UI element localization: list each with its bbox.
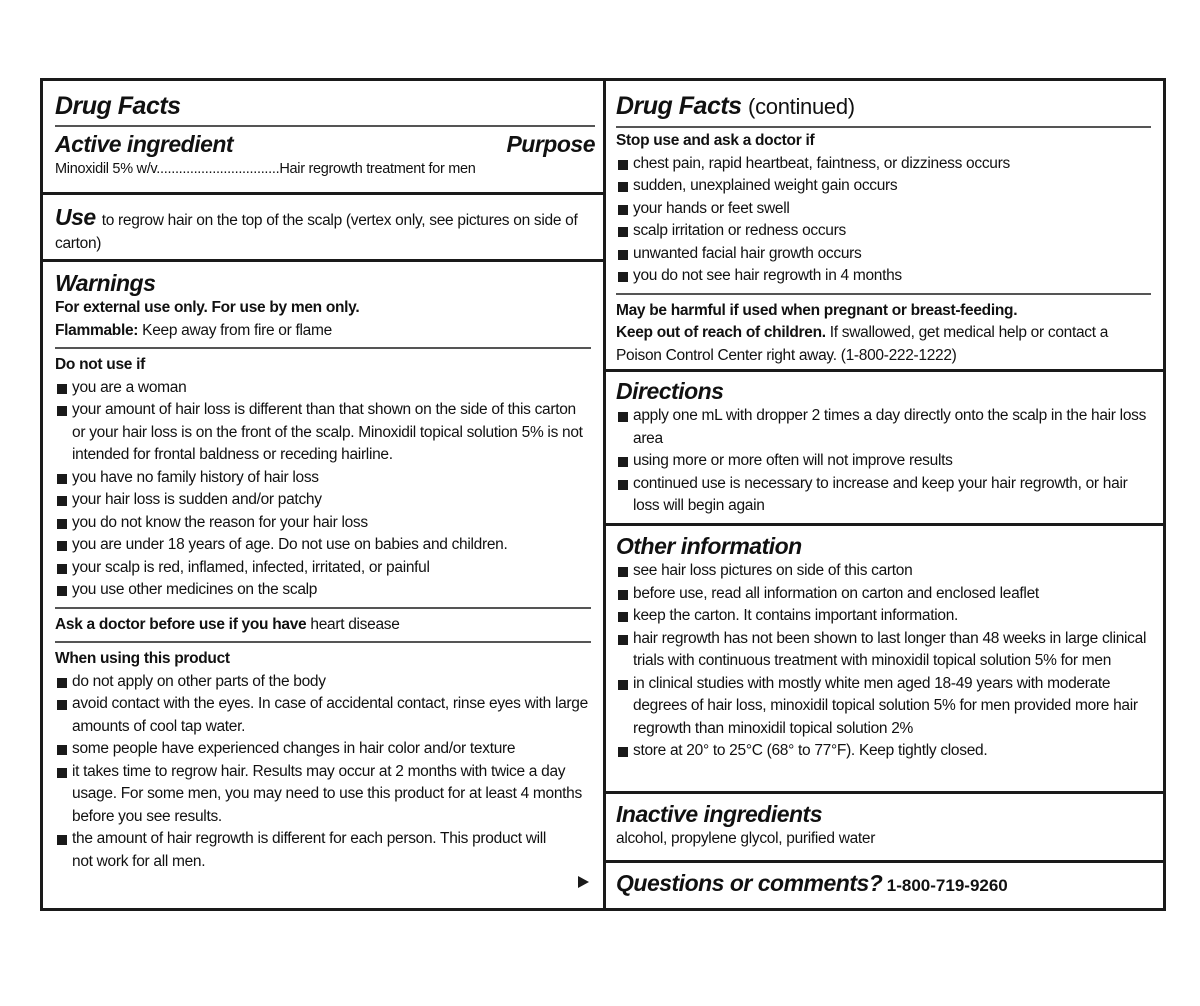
active-ingredient-header: [55, 130, 595, 158]
list-item: your hair loss is sudden and/or patchy: [55, 489, 591, 512]
warnings-section: [55, 269, 591, 873]
flammable-line: [55, 320, 591, 343]
flammable-text: Keep away from fire or flame: [142, 321, 332, 339]
stop-use-heading: Stop use and ask a doctor if: [616, 132, 815, 149]
other-info-heading: Other information: [616, 533, 802, 559]
use-section: [55, 203, 591, 255]
list-item: in clinical studies with mostly white men aged 18-49 years with moderate degrees of hair loss, minoxidil topical solution 5% for men provided more hair regrowth than minoxidil topical solution 2%: [616, 673, 1151, 741]
list-item: avoid contact with the eyes. In case of accidental contact, rinse eyes with large amounts of cool tap water.: [55, 693, 591, 738]
keep-out-text: If swallowed, get medical help or contact a Poison Control Center right away. (1-800-222-1222): [616, 324, 1109, 364]
inactive-section: [616, 800, 1151, 851]
ask-doctor-text: heart disease: [310, 615, 400, 633]
divider: [55, 125, 595, 127]
left-column: [43, 81, 606, 908]
title-section: [55, 91, 595, 181]
list-item: you use other medicines on the scalp: [55, 579, 591, 602]
drug-facts-label: [40, 78, 1166, 911]
section-divider: [43, 192, 603, 195]
list-item: your hands or feet swell: [616, 198, 1151, 221]
drug-facts-title: Drug Facts: [616, 92, 742, 120]
directions-section: [616, 377, 1151, 518]
list-item: before use, read all information on carton and enclosed leaflet: [616, 583, 1151, 606]
list-item: using more or more often will not improve results: [616, 450, 1151, 473]
list-item: sudden, unexplained weight gain occurs: [616, 175, 1151, 198]
continued-title-section: [616, 91, 1151, 367]
use-heading: Use: [55, 204, 96, 230]
list-item: do not apply on other parts of the body: [55, 671, 591, 694]
questions-section: [616, 869, 1151, 897]
pregnancy-warning: May be harmful if used when pregnant or breast-feeding.: [616, 301, 1018, 319]
use-text: to regrow hair on the top of the scalp (vertex only, see pictures on side of carton): [55, 212, 578, 252]
section-divider: [606, 860, 1163, 863]
questions-phone: 1-800-719-9260: [886, 876, 1008, 895]
other-info-list: [616, 560, 1151, 763]
inactive-heading: Inactive ingredients: [616, 801, 823, 827]
inactive-text: alcohol, propylene glycol, purified water: [616, 830, 876, 847]
divider: [55, 347, 591, 349]
questions-heading: Questions or comments?: [616, 870, 883, 896]
right-column: [606, 81, 1163, 908]
list-item: you do not see hair regrowth in 4 months: [616, 265, 1151, 288]
divider: [55, 607, 591, 609]
list-item: unwanted facial hair growth occurs: [616, 243, 1151, 266]
continue-arrow-icon: [578, 876, 589, 888]
list-item: it takes time to regrow hair. Results may occur at 2 months with twice a day usage. For some men, you may need to use this product for at least 4 months before you see results.: [55, 761, 591, 829]
directions-list: [616, 405, 1151, 518]
flammable-label: Flammable:: [55, 321, 139, 339]
list-item: the amount of hair regrowth is different for each person. This product will not work for all men.: [55, 828, 591, 873]
directions-heading: Directions: [616, 378, 724, 404]
drug-facts-continued-title: [616, 91, 1151, 122]
section-divider: [606, 523, 1163, 526]
continued-suffix: (continued): [748, 94, 855, 119]
ask-doctor-line: [55, 614, 591, 637]
divider: [616, 293, 1151, 295]
when-using-heading: When using this product: [55, 650, 230, 667]
list-item: chest pain, rapid heartbeat, faintness, or dizziness occurs: [616, 153, 1151, 176]
list-item: see hair loss pictures on side of this carton: [616, 560, 1151, 583]
drug-facts-title: Drug Facts: [55, 92, 181, 120]
do-not-use-list: [55, 377, 591, 602]
active-ingredient-row: Minoxidil 5% w/v.................................Hair regrowth treatment for men: [55, 161, 476, 177]
list-item: you are under 18 years of age. Do not use on babies and children.: [55, 534, 591, 557]
list-item: you do not know the reason for your hair loss: [55, 512, 591, 535]
divider: [616, 126, 1151, 128]
list-item: you have no family history of hair loss: [55, 467, 591, 490]
use-paragraph: [55, 203, 591, 255]
keep-out-paragraph: [616, 322, 1151, 367]
list-item: you are a woman: [55, 377, 591, 400]
section-divider: [606, 369, 1163, 372]
list-item: some people have experienced changes in hair color and/or texture: [55, 738, 591, 761]
purpose-heading: Purpose: [506, 131, 595, 157]
list-item: keep the carton. It contains important information.: [616, 605, 1151, 628]
warnings-heading: Warnings: [55, 270, 156, 296]
when-using-list: [55, 671, 591, 874]
list-item: store at 20° to 25°C (68° to 77°F). Keep tightly closed.: [616, 740, 1151, 763]
divider: [55, 641, 591, 643]
other-info-section: [616, 532, 1151, 763]
ask-doctor-label: Ask a doctor before use if you have: [55, 615, 307, 633]
list-item: hair regrowth has not been shown to last longer than 48 weeks in large clinical trials with continuous treatment with minoxidil topical solution 5% for men: [616, 628, 1151, 673]
list-item: continued use is necessary to increase and keep your hair regrowth, or hair loss will begin again: [616, 473, 1151, 518]
do-not-use-heading: Do not use if: [55, 356, 145, 373]
section-divider: [43, 259, 603, 262]
list-item: your scalp is red, inflamed, infected, irritated, or painful: [55, 557, 591, 580]
active-ingredient-heading: Active ingredient: [55, 131, 234, 157]
keep-out-label: Keep out of reach of children.: [616, 324, 826, 341]
list-item: apply one mL with dropper 2 times a day directly onto the scalp in the hair loss area: [616, 405, 1151, 450]
list-item: your amount of hair loss is different than that shown on the side of this carton or your hair loss is on the front of the scalp. Minoxidil topical solution 5% is not intended for frontal baldness or receding hairline.: [55, 399, 591, 467]
list-item: scalp irritation or redness occurs: [616, 220, 1151, 243]
external-use-text: For external use only. For use by men only.: [55, 299, 360, 316]
stop-use-list: [616, 153, 1151, 288]
section-divider: [606, 791, 1163, 794]
